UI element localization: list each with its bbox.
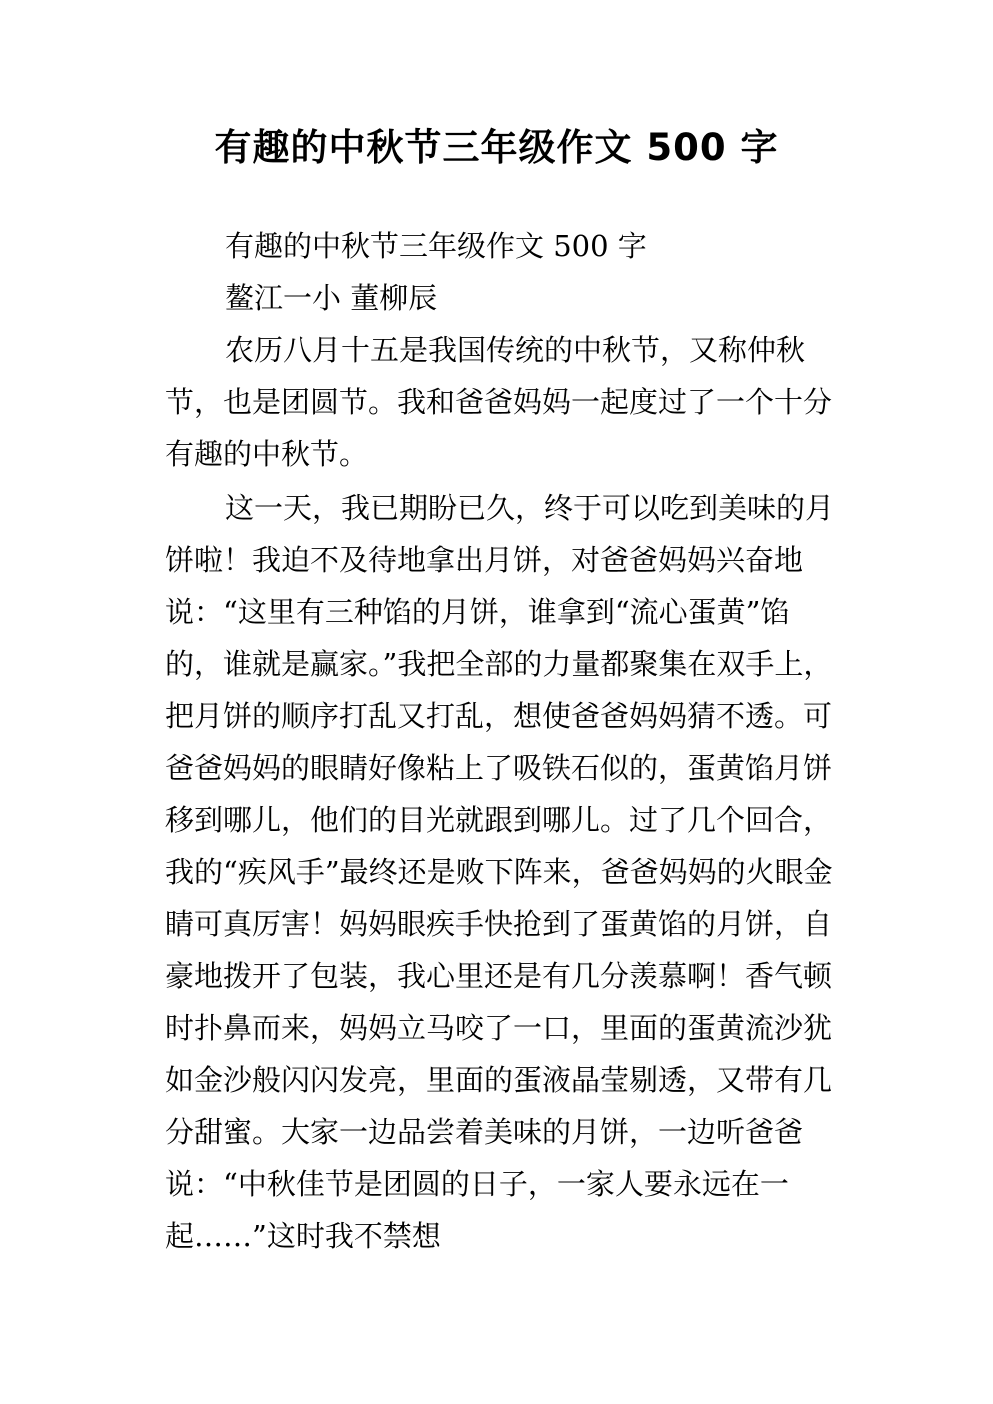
essay-paragraph-2: 这一天，我已期盼已久，终于可以吃到美味的月饼啦！我迫不及待地拿出月饼，对爸爸妈妈兴奋地说：“这里有三种馅的月饼，谁拿到“流心蛋黄”馅的，谁就是赢家。”我把全部的力量都聚集在双手上，把月饼的顺序打乱又打乱，想使爸爸妈妈猜不透。可爸爸妈妈的眼睛好像粘上了吸铁石似的，蛋黄馅月饼移到哪儿，他们的目光就跟到哪儿。过了几个回合，我的“疾风手”最终还是败下阵来，爸爸妈妈的火眼金睛可真厉害！妈妈眼疾手快抢到了蛋黄馅的月饼，自豪地拨开了包装，我心里还是有几分羡慕啊！香气顿时扑鼻而来，妈妈立马咬了一口，里面的蛋黄流沙犹如金沙般闪闪发亮，里面的蛋液晶莹剔透，又带有几分甜蜜。大家一边品尝着美味的月饼，一边听爸爸说：“中秋佳节是团圆的日子，一家人要永远在一起……”这时我不禁想 [165,491,835,1253]
essay-author: 鳌江一小 董柳辰 [225,281,438,315]
essay-subtitle: 有趣的中秋节三年级作文 500 字 [225,229,647,263]
essay-body [165,220,845,1262]
essay-paragraph-1: 农历八月十五是我国传统的中秋节，又称仲秋节，也是团圆节。我和爸爸妈妈一起度过了一个十分有趣的中秋节。 [165,333,833,471]
page-title: 有趣的中秋节三年级作文 500 字 [214,126,779,169]
